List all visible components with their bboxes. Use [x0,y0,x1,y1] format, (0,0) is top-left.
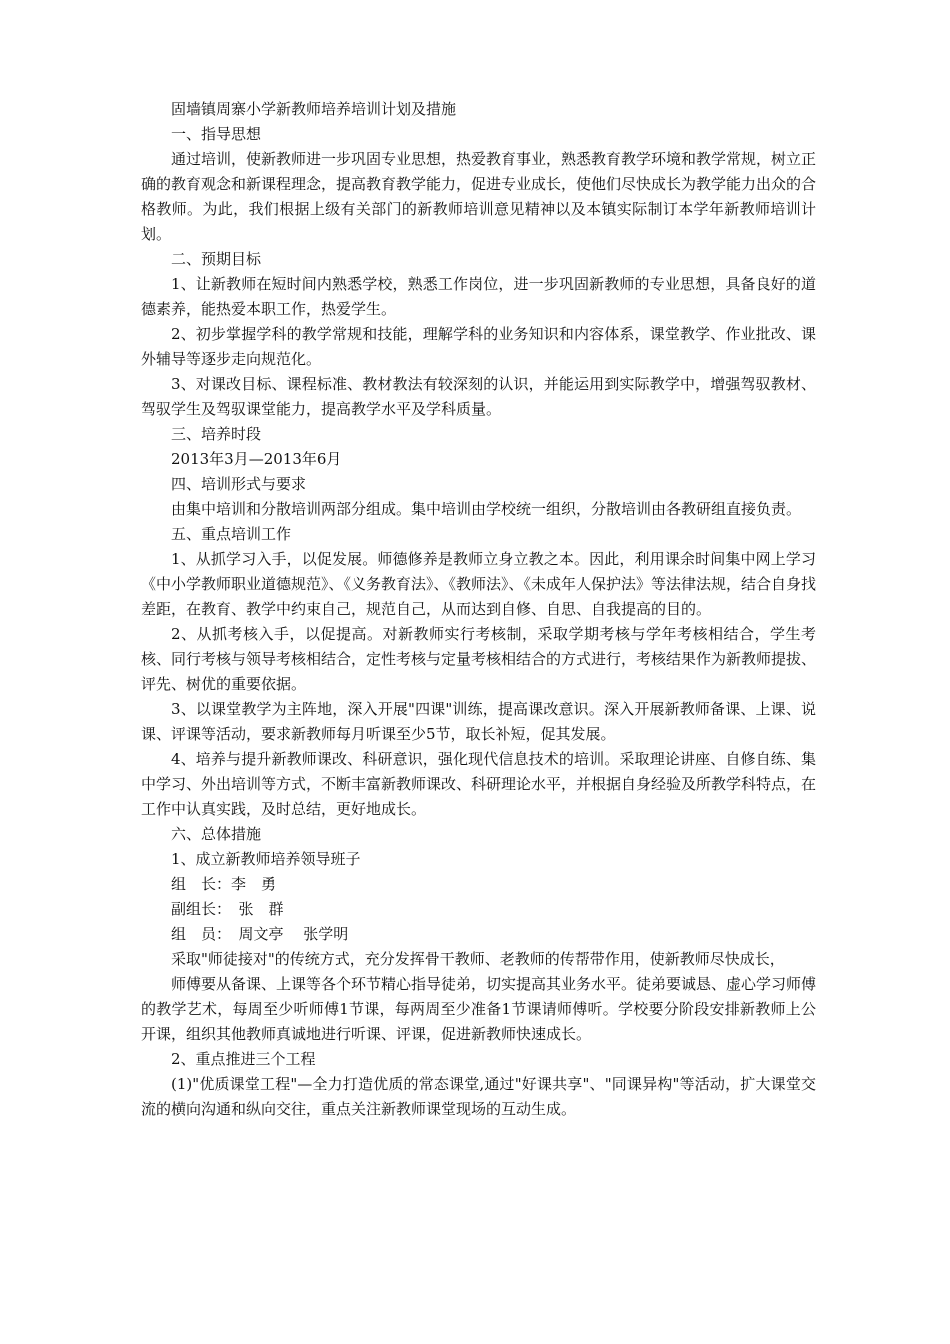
section-1-heading: 一、指导思想 [171,125,262,143]
section-5-item-2: 2、从抓考核入手，以促提高。对新教师实行考核制，采取学期考核与学年考核相结合，学生考核、同行考核与领导考核相结合，定性考核与定量考核相结合的方式进行，考核结果作为新教师提拔、评先、树优的重要依据。 [141,625,817,693]
training-period: 2013年3月—2013年6月 [171,450,342,468]
section-4-heading: 四、培训形式与要求 [171,475,307,493]
group-members: 组 员： 周文亭 张学明 [171,925,349,943]
section-4-paragraph: 由集中培训和分散培训两部分组成。集中培训由学校统一组织，分散培训由各教研组直接负责。 [171,500,802,518]
section-2-item-2: 2、初步掌握学科的教学常规和技能，理解学科的业务知识和内容体系，课堂教学、作业批改、课外辅导等逐步走向规范化。 [141,325,816,368]
section-5-item-3: 3、以课堂教学为主阵地，深入开展"四课"训练，提高课改意识。深入开展新教师备课、上课、说课、评课等活动，要求新教师每月听课至少5节，取长补短，促其发展。 [141,700,816,743]
section-2-heading: 二、预期目标 [171,250,262,268]
section-5-item-1: 1、从抓学习入手，以促发展。师德修养是教师立身立教之本。因此，利用课余时间集中网上学习《中小学教师职业道德规范》、《义务教育法》、《教师法》、《未成年人保护法》等法律法规，结合自身找差距，在教育、教学中约束自己，规范自己，从而达到自修、自思、自我提高的目的。 [141,550,817,618]
section-6-subheading-1: 1、成立新教师培养领导班子 [171,850,361,868]
section-2-item-1: 1、让新教师在短时间内熟悉学校，熟悉工作岗位，进一步巩固新教师的专业思想，具备良好的道德素养，能热爱本职工作，热爱学生。 [141,275,816,318]
document-page [141,97,816,1122]
section-6-heading: 六、总体措施 [171,825,262,843]
section-6-subheading-2: 2、重点推进三个工程 [171,1050,316,1068]
section-5-item-4: 4、培养与提升新教师课改、科研意识，强化现代信息技术的培训。采取理论讲座、自修自练、集中学习、外出培训等方式，不断丰富新教师课改、科研理论水平，并根据自身经验及所教学科特点，在工作中认真实践，及时总结，更好地成长。 [141,750,817,818]
document-title: 固墙镇周寨小学新教师培养培训计划及措施 [171,100,457,118]
section-1-paragraph: 通过培训，使新教师进一步巩固专业思想，热爱教育事业，熟悉教育教学环境和教学常规，树立正确的教育观念和新课程理念，提高教育教学能力，促进专业成长，使他们尽快成长为教学能力出众的合格教师。为此，我们根据上级有关部门的新教师培训意见精神以及本镇实际制订本学年新教师培训计划。 [141,150,817,243]
mentor-duties-paragraph: 师傅要从备课、上课等各个环节精心指导徒弟，切实提高其业务水平。徒弟要诚恳、虚心学习师傅的教学艺术，每周至少听师傅1节课，每两周至少准备1节课请师傅听。学校要分阶段安排新教师上公开课，组织其他教师真诚地进行听课、评课，促进新教师快速成长。 [141,975,817,1043]
quality-classroom-paragraph: (1)"优质课堂工程"—全力打造优质的常态课堂,通过"好课共享"、"同课异构"等活动，扩大课堂交流的横向沟通和纵向交往，重点关注新教师课堂现场的互动生成。 [141,1075,816,1118]
group-leader: 组 长：李 勇 [171,875,277,893]
mentoring-paragraph: 采取"师徒接对"的传统方式，充分发挥骨干教师、老教师的传帮带作用，使新教师尽快成长， [171,950,785,968]
section-3-heading: 三、培养时段 [171,425,262,443]
section-2-item-3: 3、对课改目标、课程标准、教材教法有较深刻的认识，并能运用到实际教学中，增强驾驭教材、驾驭学生及驾驭课堂能力，提高教学水平及学科质量。 [141,375,816,418]
deputy-leader: 副组长： 张 群 [171,900,284,918]
section-5-heading: 五、重点培训工作 [171,525,292,543]
